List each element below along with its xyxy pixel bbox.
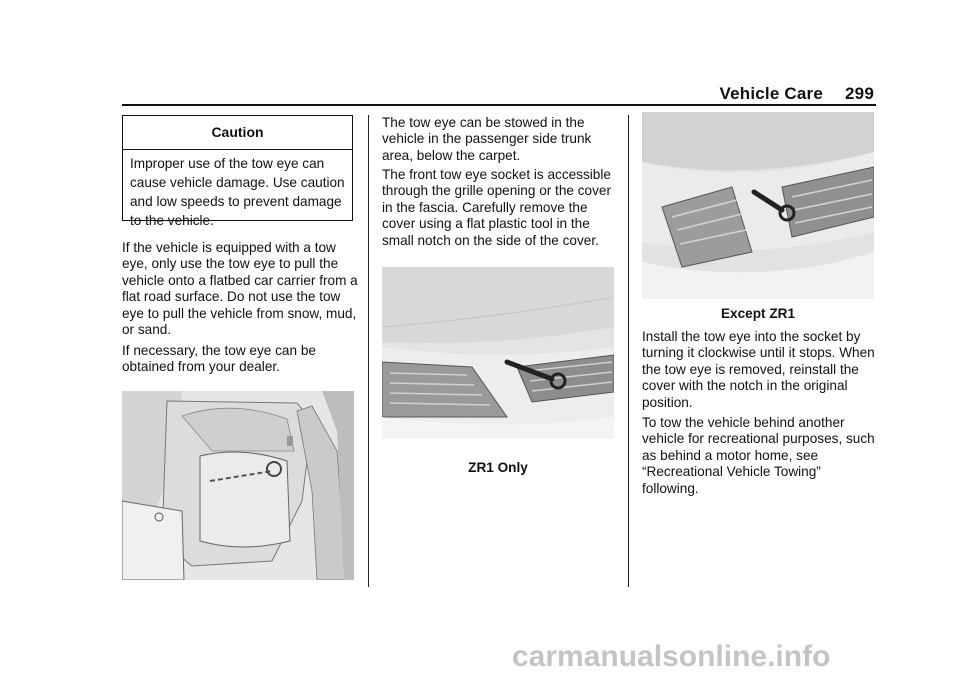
paragraph-stowage: The tow eye can be stowed in the vehicle in the passenger side trunk area, below the carpet. bbox=[382, 115, 592, 163]
caution-divider bbox=[123, 149, 352, 150]
caution-box bbox=[122, 115, 353, 228]
header-rule bbox=[122, 104, 876, 106]
trunk-stowage-illustration bbox=[122, 391, 354, 580]
caution-title: Caution bbox=[211, 124, 264, 140]
zr1-front-fascia-illustration bbox=[382, 267, 614, 439]
column-divider-2 bbox=[628, 115, 629, 587]
figure-caption-except-zr1: Except ZR1 bbox=[720, 306, 796, 321]
paragraph-dealer: If necessary, the tow eye can be obtained from your dealer. bbox=[122, 343, 316, 375]
page-header bbox=[720, 84, 875, 104]
except-zr1-front-fascia-illustration bbox=[642, 112, 874, 299]
watermark: carmanualsonline.info bbox=[512, 640, 831, 673]
section-title: Vehicle Care bbox=[719, 84, 824, 103]
paragraph-front-socket: The front tow eye socket is accessible through the grille opening or the cover in the fascia. Carefully remove the cover using a flat plastic tool in the small notch on the side of the cover. bbox=[382, 167, 611, 248]
paragraph-tow-eye-usage: If the vehicle is equipped with a tow eye, only use the tow eye to pull the vehicle onto a flatbed car carrier from a flat road surface. Do not use the tow eye to pull the vehicle from snow, mud, or sand. bbox=[122, 240, 358, 338]
paragraph-install-tow-eye: Install the tow eye into the socket by turning it clockwise until it stops. When the tow eye is removed, reinstall the cover with the notch in the original position. bbox=[642, 329, 875, 410]
figure-caption-zr1: ZR1 Only bbox=[468, 460, 528, 475]
column-divider-1 bbox=[368, 115, 369, 587]
page-number: 299 bbox=[845, 84, 874, 103]
caution-body: Improper use of the tow eye can cause vehicle damage. Use caution and low speeds to prevent damage to the vehicle. bbox=[130, 156, 345, 228]
paragraph-recreational-towing: To tow the vehicle behind another vehicle for recreational purposes, such as behind a motor home, see “Recreational Vehicle Towing” following. bbox=[642, 415, 875, 496]
